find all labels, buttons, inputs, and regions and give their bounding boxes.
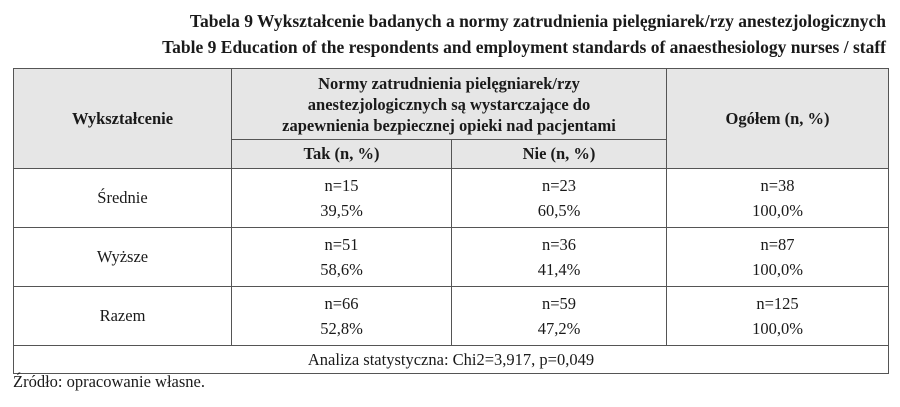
header-group-line-1: Normy zatrudnienia pielęgniarek/rzy — [318, 73, 580, 93]
subheader-yes: Tak (n, %) — [232, 140, 452, 169]
cell-percent: 47,2% — [537, 319, 581, 338]
cell-percent: 52,8% — [320, 319, 363, 338]
cell-total — [667, 228, 889, 287]
statistics-note: Analiza statystyczna: Chi2=3,917, p=0,049 — [14, 346, 889, 374]
title-polish: Tabela 9 Wykształcenie badanych a normy zatrudnienia pielęgniarek/rzy anestezjologicznych — [189, 11, 886, 31]
cell-count: n=15 — [324, 176, 359, 195]
cell-count: n=36 — [541, 235, 577, 254]
cell-count: n=66 — [324, 294, 359, 313]
cell-percent: 58,6% — [320, 260, 363, 279]
header-total: Ogółem (n, %) — [667, 69, 889, 169]
cell-percent: 100,0% — [752, 201, 803, 220]
cell-no — [452, 287, 667, 346]
cell-count: n=125 — [756, 294, 799, 313]
cell-count: n=59 — [541, 294, 577, 313]
cell-no — [452, 228, 667, 287]
cell-no — [452, 169, 667, 228]
cell-percent: 39,5% — [320, 201, 363, 220]
education-employment-table — [13, 68, 889, 374]
header-group-line-3: zapewnienia bezpiecznej opieki nad pacjentami — [282, 115, 616, 135]
cell-count: n=38 — [760, 176, 795, 195]
table-row — [14, 228, 889, 287]
cell-percent: 41,4% — [537, 260, 581, 279]
row-label: Średnie — [14, 169, 232, 228]
title-english: Table 9 Education of the respondents and employment standards of anaesthesiology nurses / staff — [162, 37, 886, 57]
cell-count: n=51 — [324, 235, 359, 254]
cell-yes — [232, 169, 452, 228]
source-note: Źródło: opracowanie własne. — [13, 372, 205, 391]
cell-percent: 60,5% — [537, 201, 581, 220]
header-employment-standards — [232, 69, 667, 140]
header-education: Wykształcenie — [14, 69, 232, 169]
subheader-no: Nie (n, %) — [452, 140, 667, 169]
cell-count: n=87 — [760, 235, 795, 254]
cell-count: n=23 — [541, 176, 577, 195]
table-row — [14, 287, 889, 346]
row-label: Razem — [14, 287, 232, 346]
table-caption — [162, 8, 886, 60]
cell-yes — [232, 228, 452, 287]
cell-total — [667, 169, 889, 228]
header-group-line-2: anestezjologicznych są wystarczające do — [307, 94, 591, 114]
cell-percent: 100,0% — [752, 260, 803, 279]
cell-total — [667, 287, 889, 346]
header-row — [14, 69, 889, 140]
cell-percent: 100,0% — [752, 319, 803, 338]
row-label: Wyższe — [14, 228, 232, 287]
table-row — [14, 169, 889, 228]
statistics-row — [14, 346, 889, 374]
cell-yes — [232, 287, 452, 346]
